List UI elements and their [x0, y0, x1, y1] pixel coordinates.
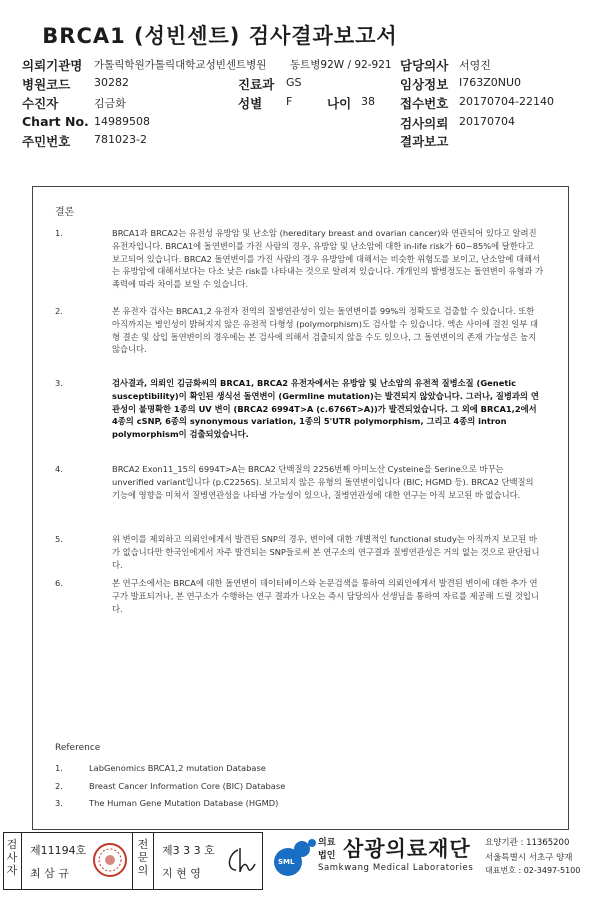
org-prefix-2: 법인 — [318, 851, 336, 861]
institution-label: 의뢰기관명 — [22, 58, 83, 73]
item-number: 6. — [55, 578, 63, 588]
report-body — [32, 186, 569, 830]
seal-stamp-icon — [92, 842, 128, 878]
conclusion-heading: 결론 — [55, 207, 75, 218]
dept-value: GS — [286, 76, 302, 89]
item-number: 4. — [55, 464, 63, 474]
report-title: BRCA1 (성빈센트) 검사결과보고서 — [42, 24, 398, 48]
item-text: BRCA1과 BRCA2는 유전성 유방암 및 난소암 (hereditary breast and ovarian cancer)와 연관되어 있다고 알려진 유전자입니다. BRCA1에 돌연변이를 가진 사람의 경우, 유방암 및 난소암에 대한 in-life risk가 60~85%에 달한다고 보고되어 있습니다. BRCA2 돌연변이를 가진 사람의 경우 유방암에 대해서는 비슷한 위험도를 보이고, 난소암에 대해서는 유방암에 대해서보다는 다소 낮은 risk를 나타내는 것으로 알려져 있습니다. 개개인의 발병정도는 돌연변이 유형과 가족력에 따라 차이를 보일 수 있습니다. — [112, 228, 544, 290]
signature-icon — [222, 844, 258, 878]
id-label: 주민번호 — [22, 134, 71, 149]
tester-number: 제11194호 — [30, 844, 87, 857]
item-number: 5. — [55, 534, 63, 544]
ref-text: LabGenomics BRCA1,2 mutation Database — [89, 763, 266, 773]
item-text: 본 연구소에서는 BRCA에 대한 돌연변이 데이터베이스와 논문검색을 통하여 의뢰인에게서 발견된 변이에 대한 추가 연구가 발표되거나, 본 연구소가 수행하는 연구 결과가 나오는 즉시 담당의사 선생님을 통하여 자료를 제공해 드릴 것입니다. — [112, 578, 539, 614]
institution-value: 가톨릭학원가톨릭대학교성빈센트병원 — [94, 59, 267, 71]
hospital-code-value: 30282 — [94, 76, 129, 89]
patient-label: 수진자 — [22, 96, 59, 111]
org-phone: 대표번호 : 02-3497-5100 — [485, 866, 581, 875]
age-label: 나이 — [327, 96, 352, 111]
item-text: 검사결과, 의뢰인 김금화씨의 BRCA1, BRCA2 유전자에서는 유방암 및 난소암의 유전적 질병소질 (Genetic susceptibility)이 확인된 생식선 돌연변이 (Germline mutation)는 발견되지 않았습니다. 그러나, 질병과의 연관성이 불명확한 1종의 UV 변이 (BRCA2 6994T>A (c.6766T>A))가 발견되었습니다. 그 외에 BRCA1,2에서 4종의 cSNP, 6종의 synonymous variation, 1종의 5'UTR polymorphism, 그리고 4종의 intron polymorphism이 검출되었습니다. — [112, 378, 539, 440]
age-value: 38 — [361, 95, 375, 108]
dept-label: 진료과 — [238, 77, 275, 92]
sex-label: 성별 — [238, 96, 263, 111]
footer — [0, 832, 591, 897]
sex-value: F — [286, 95, 293, 108]
ref-number: 3. — [55, 798, 63, 808]
reference-heading: Reference — [55, 743, 101, 753]
specialist-number: 제3 3 3 호 — [162, 844, 215, 857]
org-prefix-1: 의료 — [318, 838, 336, 848]
receipt-label: 접수번호 — [400, 96, 449, 111]
item-text: 위 변이를 제외하고 의뢰인에게서 발견된 SNP의 경우, 변이에 대한 개별적인 functional study는 아직까지 보고된 바가 없습니다만 한국인에게서 자주 발견되는 SNP들로써 본 연구소의 연구결과 질병연관성은 거의 없는 것으로 판단됩니다. — [112, 534, 540, 570]
item-text: 본 유전자 검사는 BRCA1,2 유전자 전역의 질병연관성이 있는 돌연변이를 99%의 정확도로 검출할 수 있습니다. 또한 아직까지는 병인성이 밝혀지지 않은 유전적 다형성 (polymorphism)도 검사할 수 있습니다. 엑손 사이에 걸친 일부 대형 결손 및 삽입 돌연변이의 경우에는 본 검사에 의해서 검출되지 않을 수도 있으나, 그 돌연변이의 존재 가능성은 높지 않습니다. — [112, 306, 538, 355]
ward-value: 동트병92W / 92-921 — [290, 59, 392, 71]
request-value: 20170704 — [459, 115, 515, 128]
report-label: 결과보고 — [400, 134, 449, 149]
org-address: 서울특별시 서초구 양재 — [485, 853, 573, 863]
logo-text: SML — [278, 858, 295, 866]
org-name: 삼광의료재단 — [343, 837, 471, 861]
item-number: 3. — [55, 378, 63, 388]
doctor-label: 담당의사 — [400, 58, 449, 73]
ref-text: Breast Cancer Information Core (BIC) Database — [89, 781, 286, 791]
patient-value: 김금화 — [94, 97, 126, 110]
care-institution-number: 요양기관 : 11365200 — [485, 838, 570, 848]
tester-name: 최 삼 규 — [30, 867, 69, 880]
request-label: 검사의뢰 — [400, 116, 449, 131]
ref-number: 1. — [55, 763, 63, 773]
clinical-value: I763Z0NU0 — [459, 76, 522, 89]
hospital-code-label: 병원코드 — [22, 77, 71, 92]
specialist-name: 지 현 영 — [162, 867, 201, 880]
chart-value: 14989508 — [94, 115, 150, 128]
chart-label: Chart No. — [22, 114, 89, 129]
clinical-label: 임상정보 — [400, 77, 449, 92]
receipt-value: 20170704-22140 — [459, 95, 554, 108]
ref-number: 2. — [55, 781, 63, 791]
tester-label: 검사자 — [6, 838, 18, 877]
item-number: 2. — [55, 306, 63, 316]
item-number: 1. — [55, 228, 63, 238]
doctor-value: 서영진 — [459, 59, 491, 72]
specialist-label: 전문의 — [137, 838, 149, 877]
ref-text: The Human Gene Mutation Database (HGMD) — [89, 798, 279, 808]
org-name-en: Samkwang Medical Laboratories — [318, 863, 474, 873]
id-value: 781023-2 — [94, 133, 147, 146]
item-text: BRCA2 Exon11_15의 6994T>A는 BRCA2 단백질의 2256번째 아미노산 Cysteine을 Serine으로 바꾸는 unverified variant입니다 (p.C2256S). 보고되지 않은 유형의 돌연변이입니다 (BIC; HGMD 등). BRCA2 단백질의 기능에 영향을 미쳐서 질병연관성을 나타낼 가능성이 있으나, 질병연관성에 대한 연구는 아직 보고된 바 없습니다. — [112, 464, 534, 500]
